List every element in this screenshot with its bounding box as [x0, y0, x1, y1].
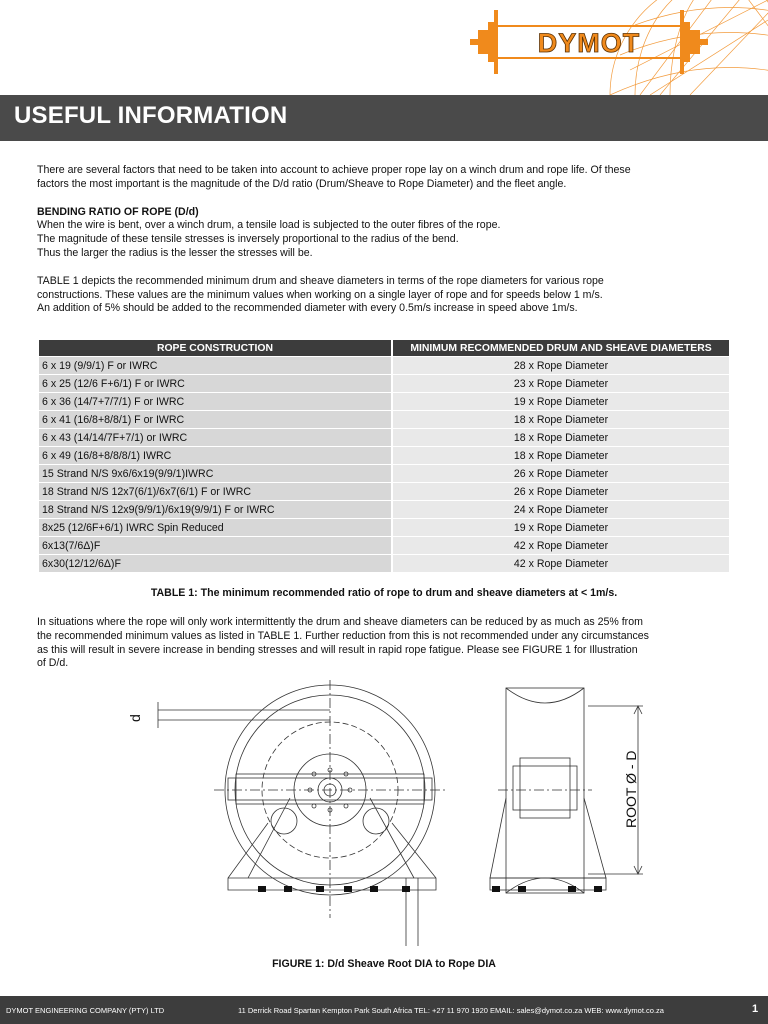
diameter-cell: 42 x Rope Diameter	[393, 537, 729, 554]
body-text: The magnitude of these tensile stresses is inversely proportional to the radius of the bend.	[37, 233, 459, 246]
logo-text: DYMOT	[537, 28, 641, 58]
diameter-cell: 26 x Rope Diameter	[393, 483, 729, 500]
table-row	[39, 393, 729, 410]
intro-text: There are several factors that need to be taken into account to achieve proper rope lay on a winch drum and rope life. Of these	[37, 164, 631, 176]
intro-section	[37, 164, 737, 316]
body-text: Thus the larger the radius is the lesser the stresses will be.	[37, 246, 313, 259]
diameter-cell: 19 x Rope Diameter	[393, 519, 729, 536]
diameter-cell: 18 x Rope Diameter	[393, 447, 729, 464]
root-diameter-label: ROOT Ø - D	[623, 750, 639, 828]
rope-construction-cell: 6 x 41 (16/8+8/8/1) F or IWRC	[39, 411, 391, 428]
title-bar	[0, 95, 768, 141]
diameter-cell: 42 x Rope Diameter	[393, 555, 729, 572]
diameter-cell: 23 x Rope Diameter	[393, 375, 729, 392]
diameter-cell: 18 x Rope Diameter	[393, 411, 729, 428]
column-header: MINIMUM RECOMMENDED DRUM AND SHEAVE DIAMETERS	[393, 340, 729, 356]
diameter-cell: 26 x Rope Diameter	[393, 465, 729, 482]
rope-table	[37, 339, 731, 573]
table-row	[39, 519, 729, 536]
column-header: ROPE CONSTRUCTION	[39, 340, 391, 356]
body-text: as this will result in severe increase in bending stresses and will result in rapid rope fatigue. Please see FIGURE 1 for Illustration	[37, 643, 638, 656]
table-row	[39, 465, 729, 482]
rope-construction-cell: 15 Strand N/S 9x6/6x19(9/9/1)IWRC	[39, 465, 391, 482]
diameter-cell: 28 x Rope Diameter	[393, 357, 729, 374]
table-row	[39, 555, 729, 572]
figure-caption: FIGURE 1: D/d Sheave Root DIA to Rope DIA	[272, 958, 496, 970]
table-header-row	[39, 340, 729, 356]
intro-text: factors the most important is the magnitude of the D/d ratio (Drum/Sheave to Rope Diameter) and the fleet angle.	[37, 177, 567, 190]
table-row	[39, 537, 729, 554]
rope-construction-cell: 6x13(7/6Δ)F	[39, 537, 391, 554]
dymot-logo	[430, 0, 768, 95]
body-text: of D/d.	[37, 657, 69, 670]
body-text: In situations where the rope will only work intermittently the drum and sheave diameters can be reduced by as much as 25% from	[37, 616, 643, 628]
table-row	[39, 501, 729, 518]
rope-construction-cell: 6 x 25 (12/6 F+6/1) F or IWRC	[39, 375, 391, 392]
table-row	[39, 447, 729, 464]
diameter-cell: 18 x Rope Diameter	[393, 429, 729, 446]
rope-construction-cell: 6x30(12/12/6Δ)F	[39, 555, 391, 572]
table-caption: TABLE 1: The minimum recommended ratio of rope to drum and sheave diameters at < 1m/s.	[150, 587, 618, 599]
body-text: constructions. These values are the minimum values when working on a single layer of rope and for speeds below 1 m/s.	[37, 288, 603, 301]
table-row	[39, 411, 729, 428]
rope-diameter-label: d	[127, 714, 143, 722]
page-title: USEFUL INFORMATION	[14, 102, 288, 129]
table-row	[39, 483, 729, 500]
table-row	[39, 357, 729, 374]
footer	[0, 996, 768, 1024]
body-text: TABLE 1 depicts the recommended minimum drum and sheave diameters in terms of the rope diameters for various rope	[37, 274, 604, 287]
drum-drawing-figure	[118, 678, 678, 953]
section-heading: BENDING RATIO OF ROPE (D/d)	[37, 205, 199, 218]
rope-construction-cell: 6 x 19 (9/9/1) F or IWRC	[39, 357, 391, 374]
body-text: When the wire is bent, over a winch drum, a tensile load is subjected to the outer fibres of the rope.	[37, 219, 501, 232]
rope-construction-cell: 6 x 49 (16/8+8/8/8/1) IWRC	[39, 447, 391, 464]
footer-company: DYMOT ENGINEERING COMPANY (PTY) LTD	[6, 1006, 165, 1015]
reduction-section	[37, 616, 737, 671]
rope-construction-cell: 6 x 43 (14/14/7F+7/1) or IWRC	[39, 429, 391, 446]
rope-construction-cell: 18 Strand N/S 12x7(6/1)/6x7(6/1) F or IWRC	[39, 483, 391, 500]
rope-construction-cell: 18 Strand N/S 12x9(9/9/1)/6x19(9/9/1) F or IWRC	[39, 501, 391, 518]
table-row	[39, 429, 729, 446]
drum-drawing	[118, 678, 678, 953]
logo-area	[430, 0, 768, 95]
rope-construction-cell: 8x25 (12/6F+6/1) IWRC Spin Reduced	[39, 519, 391, 536]
diameter-cell: 19 x Rope Diameter	[393, 393, 729, 410]
diameter-cell: 24 x Rope Diameter	[393, 501, 729, 518]
table-row	[39, 375, 729, 392]
page-number: 1	[752, 1003, 759, 1015]
body-text: An addition of 5% should be added to the recommended diameter with every 0.5m/s increase in speed above 1m/s.	[37, 302, 578, 315]
footer-address: 11 Derrick Road Spartan Kempton Park South Africa TEL: +27 11 970 1920 EMAIL: sales@dymot.co.za WEB: www.dymot.co.za	[238, 1006, 664, 1015]
body-text: the recommended minimum values as listed in TABLE 1. Further reduction from this is not recommended under any circumstances	[37, 629, 649, 642]
rope-construction-cell: 6 x 36 (14/7+7/7/1) F or IWRC	[39, 393, 391, 410]
